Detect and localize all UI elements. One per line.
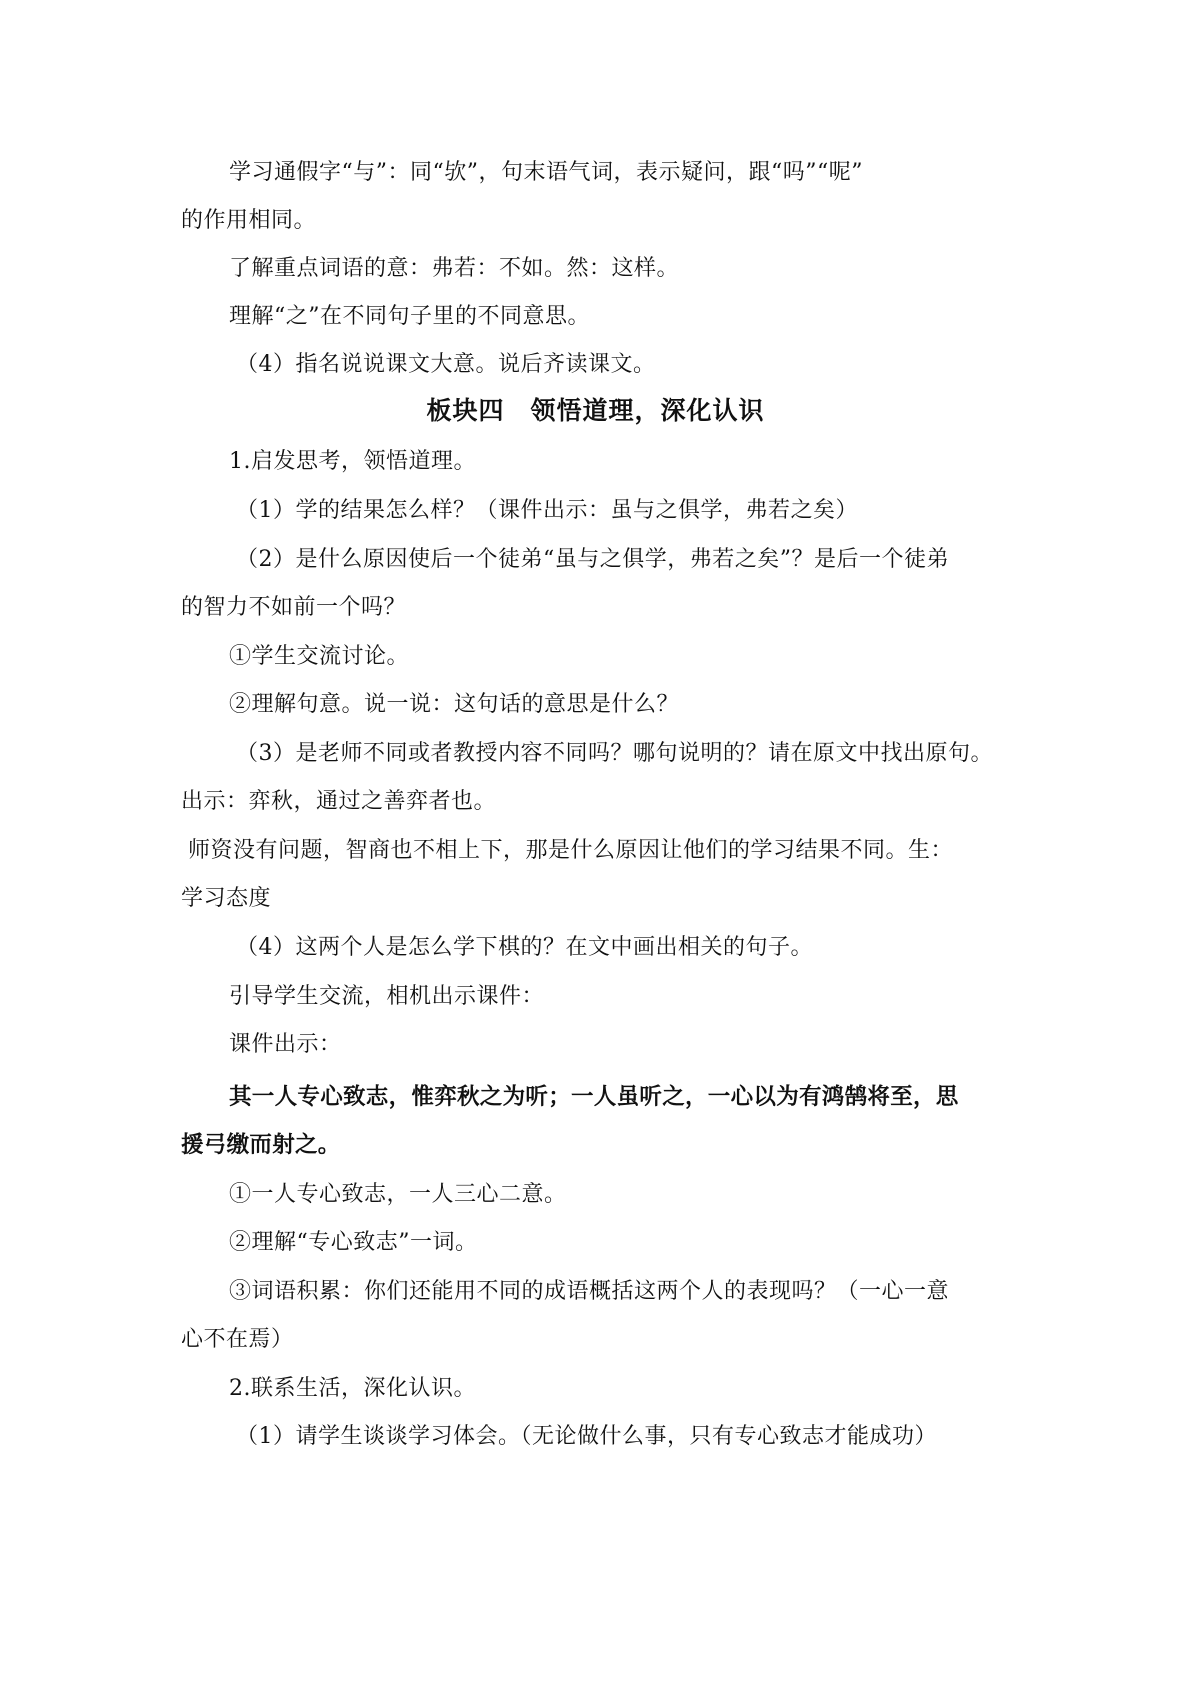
paragraph-line: ②理解“专心致志”一词。 xyxy=(229,1230,478,1255)
paragraph-line: 出示：弈秋，通过之善弈者也。 xyxy=(181,789,497,814)
paragraph-line: 了解重点词语的意：弗若：不如。然：这样。 xyxy=(229,256,680,281)
paragraph-line: 课件出示： xyxy=(229,1032,342,1057)
paragraph-line: （2）是什么原因使后一个徒弟“虽与之俱学，弗若之矣”？是后一个徒弟 xyxy=(236,547,949,572)
quoted-passage-line: 其一人专心致志，惟弈秋之为听；一人虽听之，一心以为有鸿鹄将至，思 xyxy=(229,1084,959,1110)
paragraph-line: （4）这两个人是怎么学下棋的？在文中画出相关的句子。 xyxy=(236,935,813,960)
paragraph-line: ①一人专心致志，一人三心二意。 xyxy=(229,1182,567,1207)
paragraph-line: 心不在焉） xyxy=(181,1327,294,1352)
paragraph-line: ③词语积累：你们还能用不同的成语概括这两个人的表现吗？（一心一意 xyxy=(229,1279,950,1304)
paragraph-line: 1.启发思考，领悟道理。 xyxy=(229,449,476,474)
paragraph-line: 师资没有问题，智商也不相上下，那是什么原因让他们的学习结果不同。生： xyxy=(188,838,954,863)
quoted-passage-line: 援弓缴而射之。 xyxy=(181,1132,341,1158)
paragraph-line: 2.联系生活，深化认识。 xyxy=(229,1376,476,1401)
paragraph-line: 的作用相同。 xyxy=(181,208,317,233)
paragraph-line: 学习态度 xyxy=(181,886,272,911)
paragraph-line: 理解“之”在不同句子里的不同意思。 xyxy=(229,304,590,329)
paragraph-line: 学习通假字“与”：同“欤”，句末语气词，表示疑问，跟“吗”“呢” xyxy=(229,160,863,185)
paragraph-line: ①学生交流讨论。 xyxy=(229,644,410,669)
paragraph-line: （1）请学生谈谈学习体会。（无论做什么事，只有专心致志才能成功） xyxy=(236,1424,937,1449)
paragraph-line: （1）学的结果怎么样？（课件出示：虽与之俱学，弗若之矣） xyxy=(236,498,858,523)
paragraph-line: 引导学生交流，相机出示课件： xyxy=(229,984,545,1009)
section-heading: 板块四 领悟道理，深化认识 xyxy=(426,396,765,425)
paragraph-line: ②理解句意。说一说：这句话的意思是什么？ xyxy=(229,692,680,717)
paragraph-line: （4）指名说说课文大意。说后齐读课文。 xyxy=(236,352,656,377)
paragraph-line: （3）是老师不同或者教授内容不同吗？哪句说明的？请在原文中找出原句。 xyxy=(236,741,993,766)
paragraph-line: 的智力不如前一个吗？ xyxy=(181,595,407,620)
